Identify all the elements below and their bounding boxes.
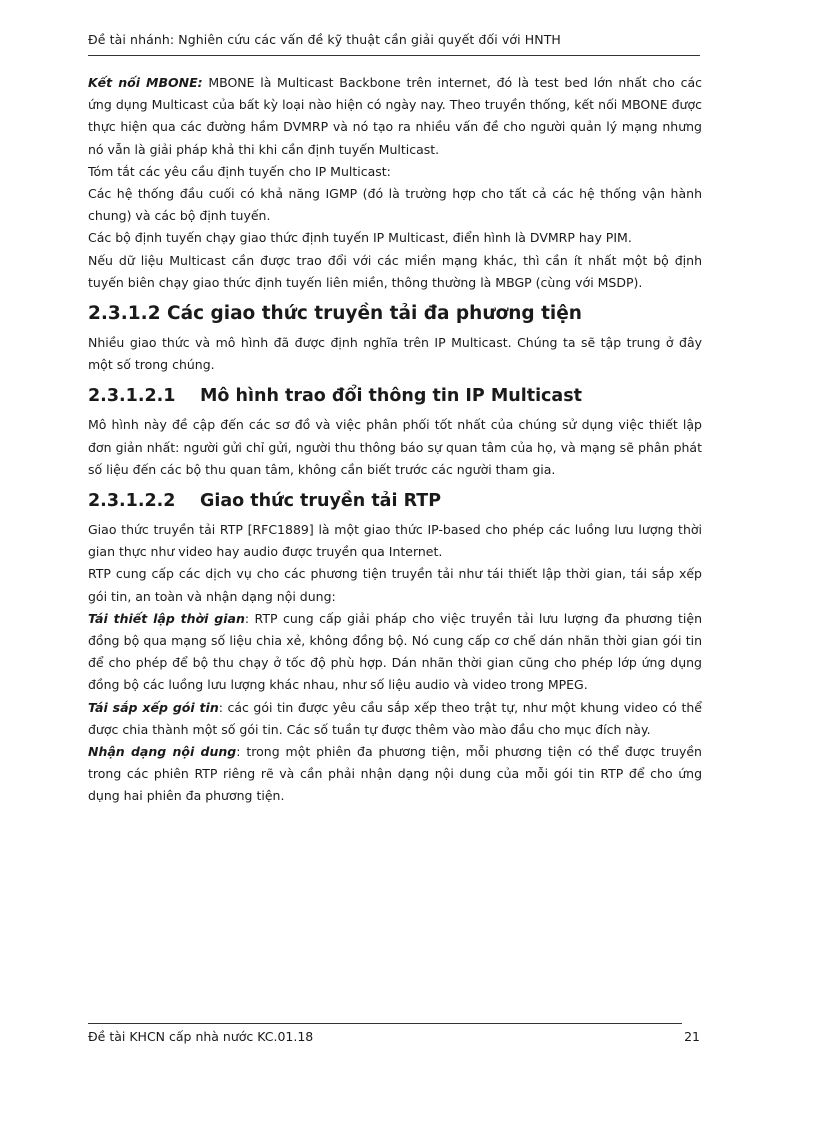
- mbone-paragraph: [88, 72, 702, 161]
- section-title: Giao thức truyền tải RTP: [200, 491, 442, 512]
- page-number: 21: [684, 1029, 700, 1044]
- section-2-3-1-2-text: Nhiều giao thức và mô hình đã được định nghĩa trên IP Multicast. Chúng ta sẽ tập trung ở đây một số trong chúng.: [88, 335, 702, 373]
- footer-divider: [88, 1023, 682, 1024]
- mbone-text: MBONE là Multicast Backbone trên internet, đó là test bed lớn nhất cho các ứng dụng Multicast của bất kỳ loại nào hiện có ngày nay. Theo truyền thống, kết nối MBONE được thực hiện qua các đường hầm DVMRP và nó tạo ra nhiều vấn đề cho người quản lý mạng nhưng nó vẫn là giải pháp khả thi khi cần định tuyến Multicast.: [88, 75, 702, 157]
- requirement-1: Các hệ thống đầu cuối có khả năng IGMP (đó là trường hợp cho tất cả các hệ thống vận hành chung) và các bộ định tuyến.: [88, 186, 702, 224]
- rtp-intro: Giao thức truyền tải RTP [RFC1889] là một giao thức IP-based cho phép các luồng lưu lượng thời gian thực như video hay audio được truyền qua Internet.: [88, 522, 702, 560]
- section-number: 2.3.1.2.2: [88, 491, 176, 512]
- section-heading-2-3-1-2-1: [88, 383, 702, 409]
- section-title: Mô hình trao đổi thông tin IP Multicast: [200, 386, 583, 407]
- section-heading-2-3-1-2: 2.3.1.2 Các giao thức truyền tải đa phương tiện: [88, 303, 582, 325]
- section-heading-2-3-1-2-2: [88, 488, 702, 514]
- summary-intro: Tóm tắt các yêu cầu định tuyến cho IP Multicast:: [88, 163, 391, 179]
- header-divider: [88, 55, 700, 56]
- page-header: Đề tài nhánh: Nghiên cứu các vấn đề kỹ thuật cần giải quyết đối với HNTH: [88, 32, 561, 47]
- page-body: [88, 72, 702, 808]
- mbone-lead: Kết nối MBONE:: [88, 75, 203, 90]
- identification-text: : trong một phiên đa phương tiện, mỗi phương tiện có thể được truyền trong các phiên RTP riêng rẽ và cần phải nhận dạng nội dung của mỗi gói tin RTP để cho ứng dụng hai phiên đa phương tiện.: [88, 744, 702, 804]
- timing-lead: Tái thiết lập thời gian: [88, 610, 245, 626]
- reorder-lead: Tái sắp xếp gói tin: [88, 699, 219, 715]
- reorder-text: : các gói tin được yêu cầu sắp xếp theo trật tự, như một khung video có thể được chia thành một số gói tin. Các số tuần tự được thêm vào mào đầu cho mục đích này.: [88, 699, 702, 737]
- rtp-services: RTP cung cấp các dịch vụ cho các phương tiện truyền tải như tái thiết lập thời gian, tái sắp xếp gói tin, an toàn và nhận dạng nội dung:: [88, 566, 702, 604]
- identification-paragraph: [88, 741, 702, 808]
- reorder-paragraph: [88, 697, 702, 741]
- timing-text: : RTP cung cấp giải pháp cho việc truyền tải lưu lượng đa phương tiện đồng bộ qua mạng số liệu chia xẻ, không đồng bộ. Nó cung cấp cơ chế dán nhãn thời gian gói tin để cho phép để bộ thu chạy ở tốc độ phù hợp. Dán nhãn thời gian cũng cho phép lớp ứng dụng đồng bộ các luồng lưu lượng khác nhau, như số liệu audio và video trong MPEG.: [88, 610, 702, 693]
- timing-paragraph: [88, 608, 702, 697]
- section-2-3-1-2-1-text: Mô hình này đề cập đến các sơ đồ và việc phân phối tốt nhất của chúng sử dụng việc thiết lập đơn giản nhất: người gửi chỉ gửi, người thu thông báo sự quan tâm của họ, và mạng sẽ phân phát số liệu đến các bộ thu quan tâm, không cần biết trước các người tham gia.: [88, 417, 702, 477]
- footer-project-label: Đề tài KHCN cấp nhà nước KC.01.18: [88, 1029, 314, 1044]
- section-number: 2.3.1.2.1: [88, 386, 176, 407]
- requirement-2: Các bộ định tuyến chạy giao thức định tuyến IP Multicast, điển hình là DVMRP hay PIM.: [88, 230, 632, 246]
- identification-lead: Nhận dạng nội dung: [88, 744, 237, 760]
- requirement-3: Nếu dữ liệu Multicast cần được trao đổi với các miền mạng khác, thì cần ít nhất một bộ định tuyến biên chạy giao thức định tuyến liên miền, thông thường là MBGP (cùng với MSDP).: [88, 252, 702, 290]
